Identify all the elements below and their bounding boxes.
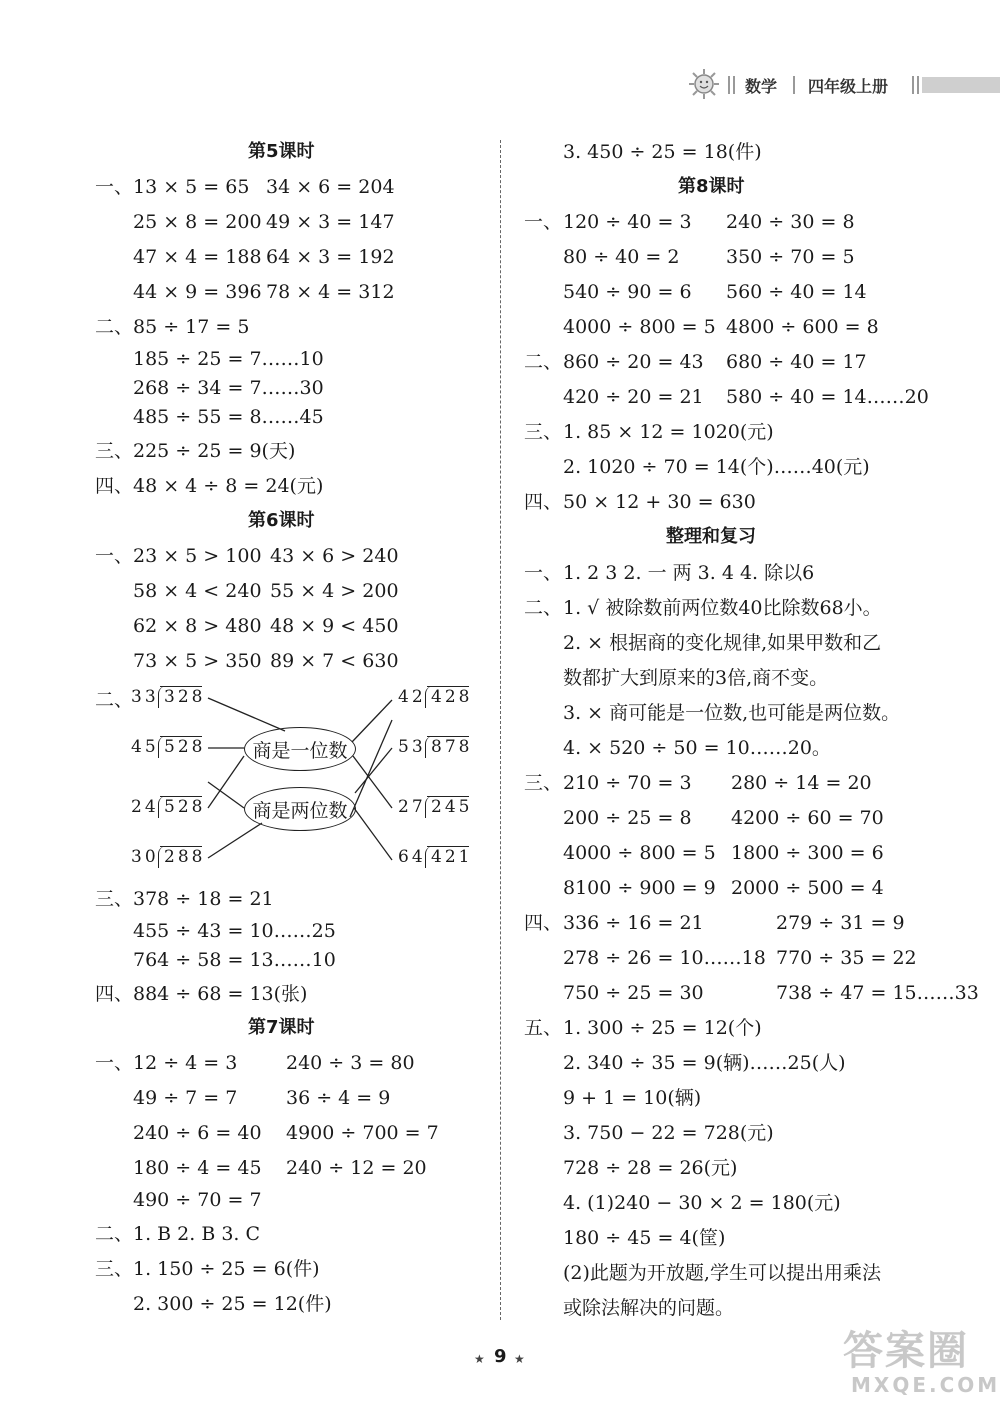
answer-item: 770 ÷ 35 = 22 bbox=[776, 947, 917, 969]
answer-item: 485 ÷ 55 = 8……45 bbox=[133, 406, 324, 428]
answer-item: 3. 750 − 22 = 728(元) bbox=[563, 1122, 774, 1144]
header-separator bbox=[733, 76, 735, 94]
header-separator bbox=[917, 76, 919, 94]
section-label: 一、 bbox=[524, 211, 563, 233]
column-divider bbox=[500, 140, 501, 1320]
answer-item: 34 × 6 = 204 bbox=[266, 176, 395, 198]
answer-item: 25 × 8 = 200 bbox=[133, 211, 262, 233]
section-label: 四、 bbox=[524, 912, 563, 934]
star-icon: ★ bbox=[514, 1352, 525, 1366]
answer-item: 78 × 4 = 312 bbox=[266, 281, 395, 303]
section-label: 三、 bbox=[95, 1258, 134, 1280]
answer-item: 85 ÷ 17 = 5 bbox=[133, 316, 250, 338]
section-label: 四、 bbox=[95, 475, 134, 497]
section-label: 二、 bbox=[524, 351, 563, 373]
answer-item: 180 ÷ 4 = 45 bbox=[133, 1157, 262, 1179]
answer-item: 278 ÷ 26 = 10……18 bbox=[563, 947, 766, 969]
division-dividend: 245 bbox=[431, 797, 473, 817]
lesson5-title: 第5课时 bbox=[248, 141, 315, 162]
answer-item: 4800 ÷ 600 = 8 bbox=[726, 316, 879, 338]
answer-item: 580 ÷ 40 = 14……20 bbox=[726, 386, 929, 408]
answer-item: 2. 1020 ÷ 70 = 14(个)……40(元) bbox=[563, 456, 870, 478]
answer-item: 680 ÷ 40 = 17 bbox=[726, 351, 867, 373]
answer-item: 279 ÷ 31 = 9 bbox=[776, 912, 905, 934]
answer-item: 4200 ÷ 60 = 70 bbox=[731, 807, 884, 829]
watermark-text: 答案圈 bbox=[843, 1328, 969, 1374]
answer-item: (2)此题为开放题,学生可以提出用乘法 bbox=[563, 1262, 881, 1284]
answer-item: 210 ÷ 70 = 3 bbox=[563, 772, 692, 794]
answer-item: 336 ÷ 16 = 21 bbox=[563, 912, 704, 934]
section-label: 三、 bbox=[95, 440, 134, 462]
section-label: 三、 bbox=[524, 421, 563, 443]
star-icon: ★ bbox=[474, 1352, 485, 1366]
answer-item: 350 ÷ 70 = 5 bbox=[726, 246, 855, 268]
answer-item: 240 ÷ 30 = 8 bbox=[726, 211, 855, 233]
answer-item: 4000 ÷ 800 = 5 bbox=[563, 316, 716, 338]
answer-item: 280 ÷ 14 = 20 bbox=[731, 772, 872, 794]
answer-item: 738 ÷ 47 = 15……33 bbox=[776, 982, 979, 1004]
division-divisor: 53 bbox=[398, 737, 426, 757]
answer-item: 560 ÷ 40 = 14 bbox=[726, 281, 867, 303]
page-number: 9 bbox=[494, 1346, 507, 1367]
division-dividend: 421 bbox=[431, 847, 473, 867]
section-label: 二、 bbox=[95, 1223, 134, 1245]
answer-item: 4. (1)240 − 30 × 2 = 180(元) bbox=[563, 1192, 841, 1214]
oval-one-digit-quotient: 商是一位数 bbox=[244, 727, 356, 771]
answer-item: 80 ÷ 40 = 2 bbox=[563, 246, 680, 268]
answer-item: 3. 450 ÷ 25 = 18(件) bbox=[563, 141, 762, 163]
answer-item: 378 ÷ 18 = 21 bbox=[133, 888, 274, 910]
division-divisor: 30 bbox=[131, 847, 159, 867]
section-label: 一、 bbox=[95, 545, 134, 567]
answer-item: 58 × 4 < 240 bbox=[133, 580, 262, 602]
answer-item: 2. 340 ÷ 35 = 9(辆)……25(人) bbox=[563, 1052, 846, 1074]
answer-item: 13 × 5 = 65 bbox=[133, 176, 250, 198]
answer-item: 1. 150 ÷ 25 = 6(件) bbox=[133, 1258, 320, 1280]
division-divisor: 24 bbox=[131, 797, 159, 817]
division-divisor: 27 bbox=[398, 797, 426, 817]
answer-item: 48 × 4 ÷ 8 = 24(元) bbox=[133, 475, 324, 497]
lesson7-title: 第7课时 bbox=[248, 1017, 315, 1038]
division-divisor: 42 bbox=[398, 687, 426, 707]
answer-item: 120 ÷ 40 = 3 bbox=[563, 211, 692, 233]
division-divisor: 45 bbox=[131, 737, 159, 757]
matching-lines bbox=[0, 0, 500, 900]
section-label: 二、 bbox=[524, 597, 563, 619]
answer-item: 12 ÷ 4 = 3 bbox=[133, 1052, 238, 1074]
answer-item: 47 × 4 = 188 bbox=[133, 246, 262, 268]
answer-item: 240 ÷ 12 = 20 bbox=[286, 1157, 427, 1179]
answer-item: 490 ÷ 70 = 7 bbox=[133, 1189, 262, 1211]
division-dividend: 428 bbox=[431, 687, 473, 707]
answer-item: 4900 ÷ 700 = 7 bbox=[286, 1122, 439, 1144]
section-label: 四、 bbox=[95, 983, 134, 1005]
answer-item: 8100 ÷ 900 = 9 bbox=[563, 877, 716, 899]
division-dividend: 288 bbox=[164, 847, 206, 867]
answer-item: 268 ÷ 34 = 7……30 bbox=[133, 377, 324, 399]
review-title: 整理和复习 bbox=[666, 526, 756, 547]
header-subject: 数学 bbox=[745, 77, 778, 96]
division-divisor: 33 bbox=[131, 687, 159, 707]
answer-item: 884 ÷ 68 = 13(张) bbox=[133, 983, 308, 1005]
answer-item: 36 ÷ 4 = 9 bbox=[286, 1087, 391, 1109]
answer-item: 数都扩大到原来的3倍,商不变。 bbox=[563, 667, 829, 689]
answer-item: 4. × 520 ÷ 50 = 10……20。 bbox=[563, 737, 831, 759]
watermark bbox=[843, 1328, 1000, 1396]
answer-item: 2. × 根据商的变化规律,如果甲数和乙 bbox=[563, 632, 882, 654]
answer-item: 1. B 2. B 3. C bbox=[133, 1223, 261, 1245]
answer-item: 240 ÷ 3 = 80 bbox=[286, 1052, 415, 1074]
oval-two-digit-quotient: 商是两位数 bbox=[244, 787, 356, 831]
answer-item: 73 × 5 > 350 bbox=[133, 650, 262, 672]
answer-item: 49 ÷ 7 = 7 bbox=[133, 1087, 238, 1109]
lesson6-title: 第6课时 bbox=[248, 510, 315, 531]
section-label: 二、 bbox=[95, 316, 134, 338]
answer-item: 225 ÷ 25 = 9(天) bbox=[133, 440, 296, 462]
header-grade: 四年级上册 bbox=[808, 77, 889, 96]
answer-item: 1800 ÷ 300 = 6 bbox=[731, 842, 884, 864]
answer-item: 44 × 9 = 396 bbox=[133, 281, 262, 303]
answer-item: 185 ÷ 25 = 7……10 bbox=[133, 348, 324, 370]
answer-item: 23 × 5 > 100 bbox=[133, 545, 262, 567]
section-label: 二、 bbox=[95, 689, 134, 711]
answer-item: 764 ÷ 58 = 13……10 bbox=[133, 949, 336, 971]
answer-item: 1. 300 ÷ 25 = 12(个) bbox=[563, 1017, 762, 1039]
answer-item: 1. 2 3 2. 一 两 3. 4 4. 除以6 bbox=[563, 562, 815, 584]
answer-item: 240 ÷ 6 = 40 bbox=[133, 1122, 262, 1144]
answer-item: 455 ÷ 43 = 10……25 bbox=[133, 920, 336, 942]
answer-item: 4000 ÷ 800 = 5 bbox=[563, 842, 716, 864]
answer-item: 89 × 7 < 630 bbox=[270, 650, 399, 672]
division-divisor: 64 bbox=[398, 847, 426, 867]
answer-item: 420 ÷ 20 = 21 bbox=[563, 386, 704, 408]
answer-item: 9 + 1 = 10(辆) bbox=[563, 1087, 702, 1109]
header-logo-icon bbox=[688, 68, 720, 100]
answer-item: 或除法解决的问题。 bbox=[563, 1297, 735, 1319]
section-label: 一、 bbox=[95, 176, 134, 198]
section-label: 三、 bbox=[95, 888, 134, 910]
answer-item: 3. × 商可能是一位数,也可能是两位数。 bbox=[563, 702, 901, 724]
section-label: 五、 bbox=[524, 1017, 563, 1039]
header-separator bbox=[793, 76, 795, 94]
header-separator bbox=[728, 76, 730, 94]
answer-item: 540 ÷ 90 = 6 bbox=[563, 281, 692, 303]
answer-item: 1. 85 × 12 = 1020(元) bbox=[563, 421, 774, 443]
answer-item: 2. 300 ÷ 25 = 12(件) bbox=[133, 1293, 332, 1315]
answer-item: 49 × 3 = 147 bbox=[266, 211, 395, 233]
division-dividend: 878 bbox=[431, 737, 473, 757]
answer-item: 48 × 9 < 450 bbox=[270, 615, 399, 637]
division-dividend: 528 bbox=[164, 797, 206, 817]
answer-item: 200 ÷ 25 = 8 bbox=[563, 807, 692, 829]
header-bar bbox=[922, 77, 1000, 93]
division-dividend: 528 bbox=[164, 737, 206, 757]
answer-item: 1. √ 被除数前两位数40比除数68小。 bbox=[563, 597, 882, 619]
header-separator bbox=[912, 76, 914, 94]
answer-item: 180 ÷ 45 = 4(筐) bbox=[563, 1227, 726, 1249]
answer-item: 860 ÷ 20 = 43 bbox=[563, 351, 704, 373]
section-label: 三、 bbox=[524, 772, 563, 794]
answer-item: 64 × 3 = 192 bbox=[266, 246, 395, 268]
section-label: 四、 bbox=[524, 491, 563, 513]
division-dividend: 328 bbox=[164, 687, 206, 707]
answer-item: 750 ÷ 25 = 30 bbox=[563, 982, 704, 1004]
section-label: 一、 bbox=[524, 562, 563, 584]
answer-item: 62 × 8 > 480 bbox=[133, 615, 262, 637]
answer-item: 55 × 4 > 200 bbox=[270, 580, 399, 602]
watermark-url: MXQE.COM bbox=[851, 1373, 1000, 1397]
answer-item: 43 × 6 > 240 bbox=[270, 545, 399, 567]
section-label: 一、 bbox=[95, 1052, 134, 1074]
lesson8-title: 第8课时 bbox=[678, 176, 745, 197]
answer-item: 728 ÷ 28 = 26(元) bbox=[563, 1157, 738, 1179]
answer-item: 2000 ÷ 500 = 4 bbox=[731, 877, 884, 899]
answer-item: 50 × 12 + 30 = 630 bbox=[563, 491, 756, 513]
